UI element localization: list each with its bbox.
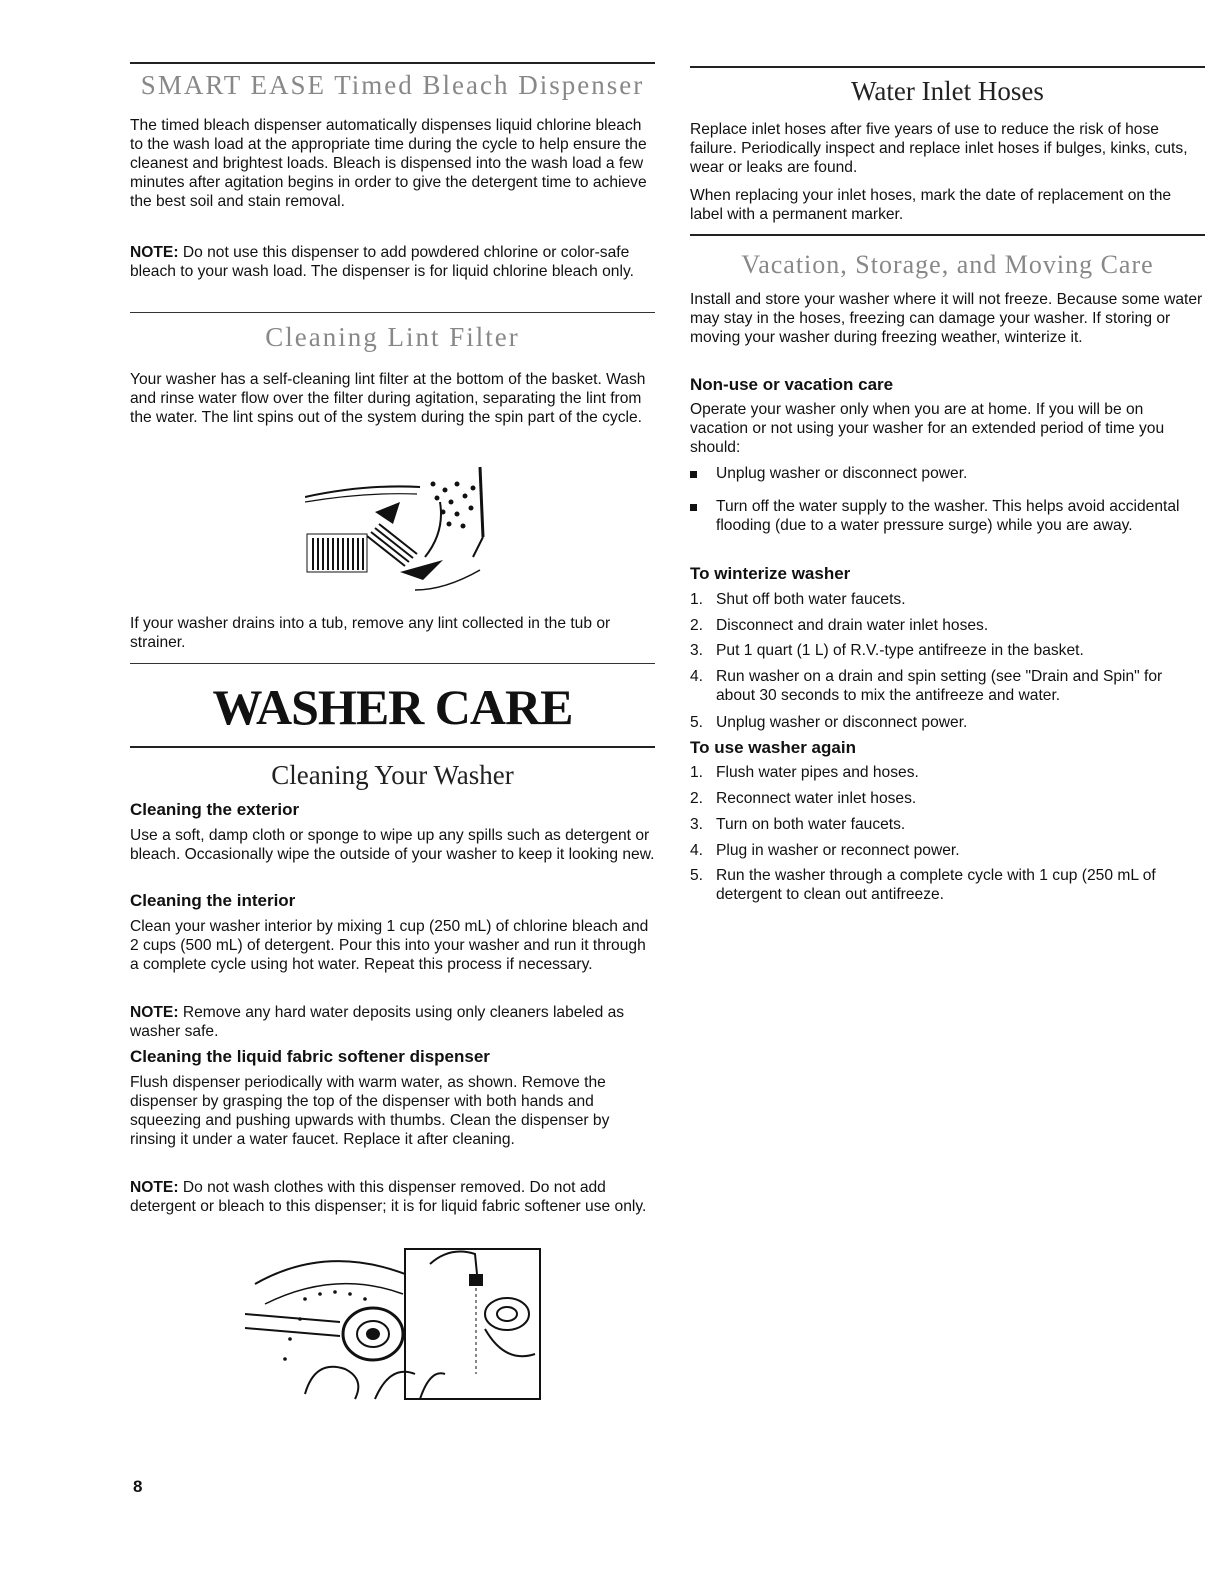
softener-dispenser-illustration: [245, 1244, 545, 1404]
softener-text: Flush dispenser periodically with warm water, as shown. Remove the dispenser by grasping the top of the dispenser with both hands and squeezing and pushing upwards with thumbs. Clean the dispenser by rinsing it under a water faucet. Replace it after cleaning.: [130, 1074, 610, 1148]
vacation-intro: Install and store your washer where it will not freeze. Because some water may stay in the hoses, freezing can damage your washer. If storing or moving your washer during freezing weather, winterize it.: [690, 291, 1203, 346]
page-number: 8: [133, 1477, 143, 1496]
softener-note: [130, 1178, 655, 1216]
bleach-dispenser-title: SMART EASE Timed Bleach Dispenser: [140, 70, 645, 100]
note-label: NOTE:: [130, 1179, 179, 1196]
lint-paragraph-drain: If your washer drains into a tub, remove any lint collected in the tub or strainer.: [130, 615, 611, 651]
note-text: Remove any hard water deposits using only cleaners labeled as washer safe.: [130, 1004, 625, 1040]
section-divider: [130, 663, 655, 664]
exterior-text: Use a soft, damp cloth or sponge to wipe up any spills such as detergent or bleach. Occasionally wipe the outside of your washer to keep it looking new.: [130, 827, 655, 863]
lint-filter-illustration: [305, 462, 505, 607]
hoses-paragraph-marker: When replacing your inlet hoses, mark the date of replacement on the label with a permanent marker.: [690, 187, 1172, 223]
section-divider: [690, 66, 1205, 68]
interior-text: Clean your washer interior by mixing 1 cup (250 mL) of chlorine bleach and 2 cups (500 mL) of detergent. Pour this into your washer and run it through a complete cycle using hot water. Repeat this process if necessary.: [130, 918, 649, 973]
inlet-hoses-title: Water Inlet Hoses: [851, 76, 1044, 106]
note-label: NOTE:: [130, 244, 179, 261]
bleach-paragraph: The timed bleach dispenser automatically dispenses liquid chlorine bleach to the wash load at the appropriate time during the cycle to help ensure the cleanest and brightest loads. Bleach is dispensed into the wash load a few minutes after agitation begins in order to give the detergent time to achieve the best soil and stain removal.: [130, 117, 647, 210]
list-item: 2. Disconnect and drain water inlet hoses.: [690, 617, 989, 634]
list-item: 1. Flush water pipes and hoses.: [690, 764, 919, 781]
vacation-storage-title: Vacation, Storage, and Moving Care: [741, 250, 1154, 279]
bleach-note: [130, 243, 655, 281]
list-item: 2. Reconnect water inlet hoses.: [690, 790, 917, 807]
winterize-heading: To winterize washer: [690, 564, 851, 583]
bullet-icon: [690, 471, 697, 478]
list-item: 4. Run washer on a drain and spin setting (see "Drain and Spin" for about 30 seconds to mix the antifreeze and water.: [690, 668, 1163, 704]
note-label: NOTE:: [130, 1004, 179, 1021]
note-text: Do not use this dispenser to add powdered chlorine or color-safe bleach to your wash load. The dispenser is for liquid chlorine bleach only.: [130, 244, 634, 280]
lint-filter-title: Cleaning Lint Filter: [265, 322, 520, 352]
section-divider: [130, 312, 655, 313]
nonuse-heading: Non-use or vacation care: [690, 375, 894, 394]
list-item: 1. Shut off both water faucets.: [690, 591, 906, 608]
hoses-paragraph: Replace inlet hoses after five years of use to reduce the risk of hose failure. Periodically inspect and replace inlet hoses if bulges, kinks, cuts, wear or leaks are found.: [690, 121, 1188, 176]
exterior-heading: Cleaning the exterior: [130, 800, 300, 819]
lint-paragraph: Your washer has a self-cleaning lint filter at the bottom of the basket. Wash and rinse water flow over the filter during agitation, separating the lint from the water. The lint spins out of the system during the spin part of the cycle.: [130, 371, 646, 426]
washer-care-heading: WASHER CARE: [212, 679, 573, 735]
cleaning-washer-title: Cleaning Your Washer: [271, 760, 514, 790]
section-divider: [690, 234, 1205, 236]
bullet-icon: [690, 504, 697, 511]
section-divider: [130, 746, 655, 748]
softener-heading: Cleaning the liquid fabric softener dispenser: [130, 1047, 490, 1066]
interior-note: [130, 1003, 655, 1041]
list-item: 4. Plug in washer or reconnect power.: [690, 842, 960, 859]
note-text: Do not wash clothes with this dispenser removed. Do not add detergent or bleach to this dispenser; it is for liquid fabric softener use only.: [130, 1179, 647, 1215]
list-item: 3. Put 1 quart (1 L) of R.V.-type antifreeze in the basket.: [690, 642, 1084, 659]
list-item: 5. Unplug washer or disconnect power.: [690, 714, 968, 731]
use-again-heading: To use washer again: [690, 738, 856, 757]
interior-heading: Cleaning the interior: [130, 891, 296, 910]
nonuse-text: Operate your washer only when you are at home. If you will be on vacation or not using your washer for an extended period of time you should:: [690, 401, 1165, 456]
list-item: Turn off the water supply to the washer. This helps avoid accidental flooding (due to a water pressure surge) while you are away.: [690, 497, 1205, 535]
list-item: Unplug washer or disconnect power.: [690, 464, 1205, 483]
section-divider: [130, 62, 655, 64]
list-item: 3. Turn on both water faucets.: [690, 816, 906, 833]
list-item: 5. Run the washer through a complete cycle with 1 cup (250 mL of detergent to clean out antifreeze.: [690, 867, 1156, 903]
